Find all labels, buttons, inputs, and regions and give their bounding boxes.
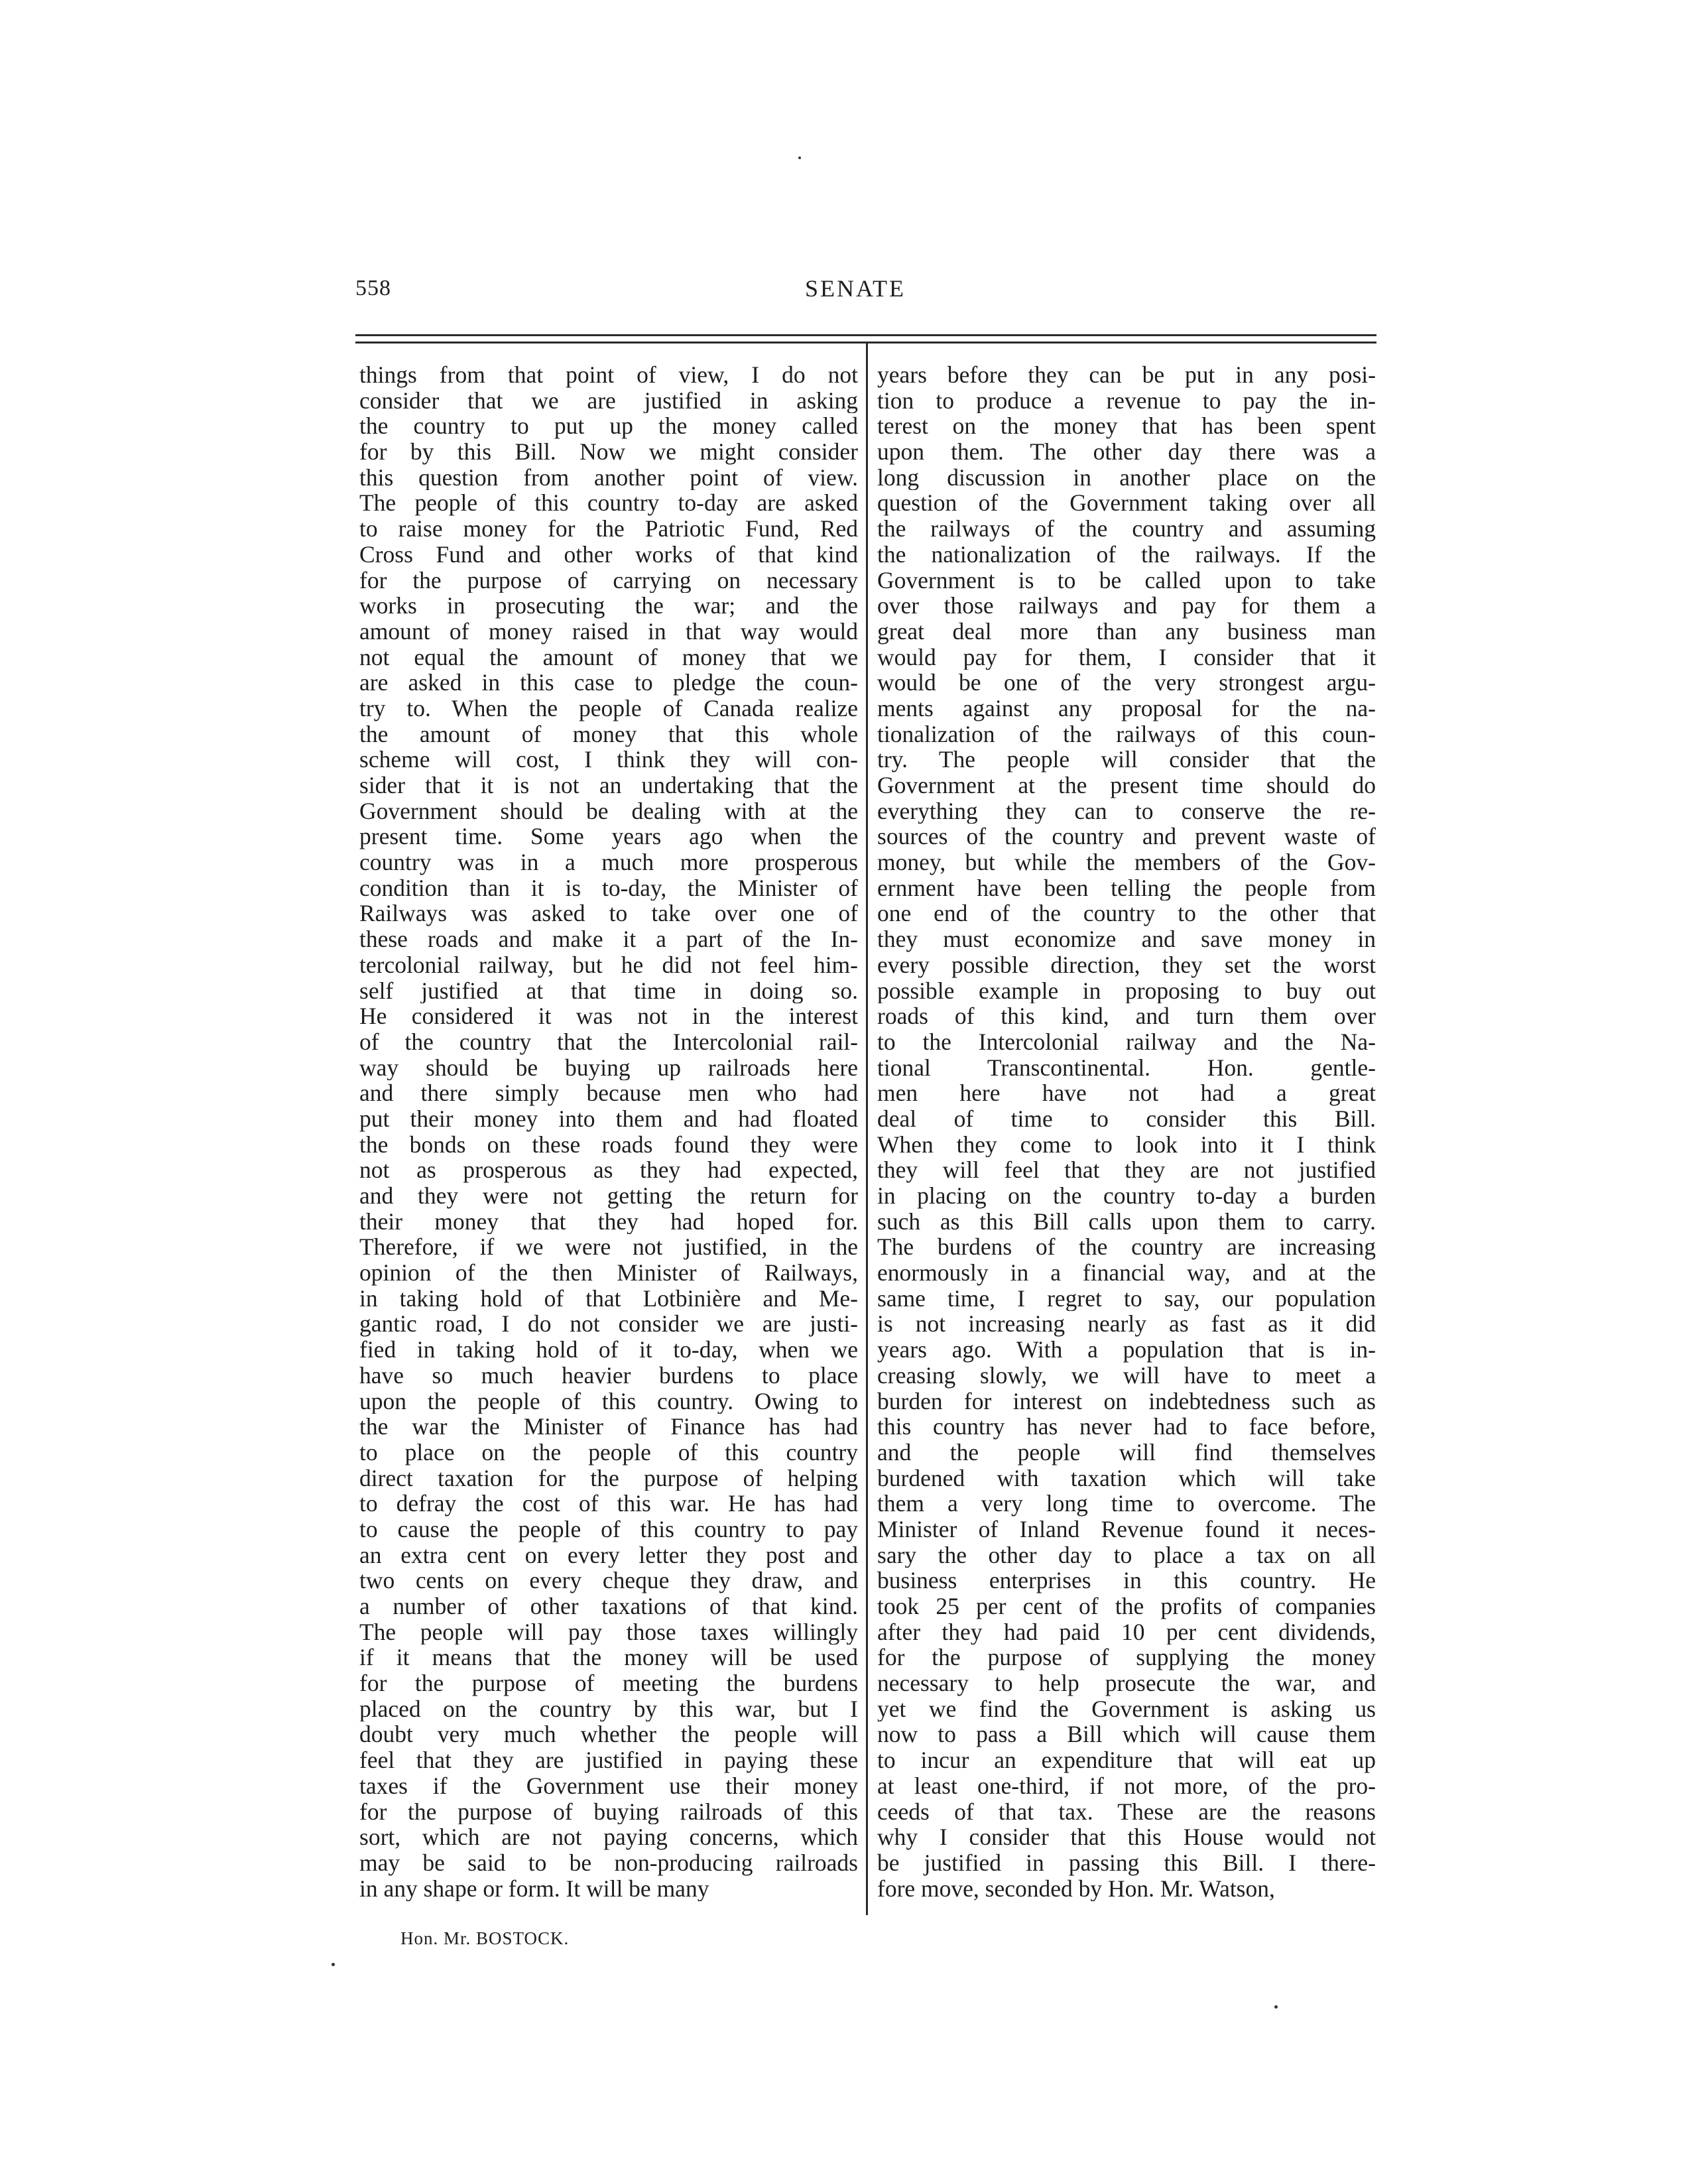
text-line: things from that point of view, I do not [359,362,858,388]
text-line: scheme will cost, I think they will con- [359,747,858,773]
text-line: their money that they had hoped for. [359,1208,858,1235]
text-line: sort, which are not paying concerns, which [359,1824,858,1850]
text-line: would be one of the very strongest argu- [877,670,1376,696]
text-line: would pay for them, I consider that it [877,644,1376,670]
text-line: for by this Bill. Now we might consider [359,439,858,465]
text-line: self justified at that time in doing so. [359,977,858,1004]
text-line: When they come to look into it I think [877,1131,1376,1158]
scan-speck [1274,2005,1278,2009]
text-line: money, but while the members of the Gov- [877,849,1376,875]
text-line: Minister of Inland Revenue found it neces- [877,1516,1376,1542]
text-line: feel that they are justified in paying these [359,1747,858,1773]
text-line: to cause the people of this country to pay [359,1516,858,1542]
speaker-footer: Hon. Mr. BOSTOCK. [400,1928,570,1948]
text-line: The people will pay those taxes willingly [359,1619,858,1645]
text-line: Government at the present time should do [877,773,1376,798]
text-line: works in prosecuting the war; and the [359,593,858,619]
text-line: years ago. With a population that is in- [877,1337,1376,1363]
text-line: the railways of the country and assuming [877,516,1376,542]
text-line: business enterprises in this country. He [877,1568,1376,1593]
text-line: fied in taking hold of it to-day, when we [359,1337,858,1363]
text-line: why I consider that this House would not [877,1824,1376,1850]
text-line: deal of time to consider this Bill. [877,1105,1376,1132]
text-line: the amount of money that this whole [359,721,858,747]
text-line: to the Intercolonial railway and the Na- [877,1029,1376,1055]
text-line: not as prosperous as they had expected, [359,1157,858,1183]
text-line: roads of this kind, and turn them over [877,1003,1376,1029]
text-line: and there simply because men who had [359,1080,858,1106]
text-line: Government is to be called upon to take [877,567,1376,593]
text-line: tercolonial railway, but he did not feel him- [359,952,858,978]
text-line: this country has never had to face before, [877,1414,1376,1440]
text-line: be justified in passing this Bill. I there- [877,1849,1376,1876]
text-line: sider that it is not an undertaking that the [359,773,858,798]
text-line: tional Transcontinental. Hon. gentle- [877,1054,1376,1081]
text-line: may be said to be non-producing railroads [359,1849,858,1876]
text-line: is not increasing nearly as fast as it did [877,1311,1376,1338]
text-line: upon the people of this country. Owing to [359,1388,858,1414]
text-line: fore move, seconded by Hon. Mr. Watson, [877,1875,1275,1902]
text-line: for the purpose of supplying the money [877,1645,1376,1671]
text-line: if it means that the money will be used [359,1645,858,1671]
text-line: the nationalization of the railways. If the [877,541,1376,568]
text-line: over those railways and pay for them a [877,593,1376,619]
text-line: they must economize and save money in [877,926,1376,952]
text-line: try. The people will consider that the [877,747,1376,773]
text-line: in placing on the country to-day a burden [877,1183,1376,1209]
text-line: burden for interest on indebtedness such as [877,1388,1376,1414]
text-line: burdened with taxation which will take [877,1465,1376,1491]
text-line: The people of this country to-day are asked [359,490,858,517]
text-line: in any shape or form. It will be many [359,1875,709,1902]
page-number: 558 [355,276,391,300]
text-line: in taking hold of that Lotbinière and Me- [359,1285,858,1312]
text-line: put their money into them and had floated [359,1105,858,1132]
text-line: ments against any proposal for the na- [877,695,1376,721]
text-line: Cross Fund and other works of that kind [359,541,858,568]
text-line: great deal more than any business man [877,618,1376,645]
text-line: terest on the money that has been spent [877,413,1376,440]
text-line: two cents on every cheque they draw, and [359,1568,858,1593]
scan-speck [332,1963,335,1966]
text-line: ernment have been telling the people from [877,875,1376,901]
text-line: placed on the country by this war, but I [359,1696,858,1722]
text-line: they will feel that they are not justified [877,1157,1376,1183]
text-line: men here have not had a great [877,1080,1376,1106]
text-line: to defray the cost of this war. He has had [359,1491,858,1517]
text-line: this question from another point of view. [359,464,858,491]
text-line: sources of the country and prevent waste of [877,824,1376,850]
text-line: opinion of the then Minister of Railways, [359,1260,858,1286]
text-line: Therefore, if we were not justified, in the [359,1234,858,1261]
text-line: after they had paid 10 per cent dividends, [877,1619,1376,1645]
text-line: question of the Government taking over all [877,490,1376,517]
text-line: way should be buying up railroads here [359,1054,858,1081]
text-line: took 25 per cent of the profits of companies [877,1593,1376,1619]
text-line: every possible direction, they set the worst [877,952,1376,978]
text-line: upon them. The other day there was a [877,439,1376,465]
header-rule-top [355,334,1376,336]
text-line: a number of other taxations of that kind. [359,1593,858,1619]
text-line: tion to produce a revenue to pay the in- [877,387,1376,414]
text-line: try to. When the people of Canada realize [359,695,858,721]
text-line: The burdens of the country are increasing [877,1234,1376,1261]
text-line: the country to put up the money called [359,413,858,440]
text-line: necessary to help prosecute the war, and [877,1670,1376,1696]
left-text-column [359,362,858,1901]
text-line: amount of money raised in that way would [359,618,858,645]
text-line: long discussion in another place on the [877,464,1376,491]
text-line: He considered it was not in the interest [359,1003,858,1029]
scan-speck [798,156,801,159]
text-line: Railways was asked to take over one of [359,901,858,927]
text-line: to incur an expenditure that will eat up [877,1747,1376,1773]
text-line: direct taxation for the purpose of helping [359,1465,858,1491]
text-line: gantic road, I do not consider we are justi- [359,1311,858,1338]
text-line: years before they can be put in any posi- [877,362,1376,388]
text-line: country was in a much more prosperous [359,849,858,875]
text-line: the war the Minister of Finance has had [359,1414,858,1440]
text-line: taxes if the Government use their money [359,1773,858,1799]
text-line: condition than it is to-day, the Minister of [359,875,858,901]
text-line: present time. Some years ago when the [359,824,858,850]
text-line: enormously in a financial way, and at the [877,1260,1376,1286]
text-line: consider that we are justified in asking [359,387,858,414]
text-line: ceeds of that tax. These are the reasons [877,1798,1376,1825]
text-line: Government should be dealing with at the [359,798,858,824]
text-line: of the country that the Intercolonial rail- [359,1029,858,1055]
text-line: the bonds on these roads found they were [359,1131,858,1158]
text-line: for the purpose of carrying on necessary [359,567,858,593]
text-line: one end of the country to the other that [877,901,1376,927]
text-line: same time, I regret to say, our population [877,1285,1376,1312]
text-line: possible example in proposing to buy out [877,977,1376,1004]
text-line: creasing slowly, we will have to meet a [877,1362,1376,1389]
text-line: yet we find the Government is asking us [877,1696,1376,1722]
text-line: not equal the amount of money that we [359,644,858,670]
text-line: for the purpose of buying railroads of this [359,1798,858,1825]
text-line: to raise money for the Patriotic Fund, Red [359,516,858,542]
text-line: an extra cent on every letter they post and [359,1542,858,1568]
right-text-column [877,362,1376,1901]
text-line: and the people will find themselves [877,1439,1376,1466]
text-line: doubt very much whether the people will [359,1721,858,1748]
text-line: these roads and make it a part of the In- [359,926,858,952]
text-line: at least one-third, if not more, of the pro- [877,1773,1376,1799]
text-line: sary the other day to place a tax on all [877,1542,1376,1568]
running-head: SENATE [805,275,906,302]
text-line: have so much heavier burdens to place [359,1362,858,1389]
text-line: and they were not getting the return for [359,1183,858,1209]
text-line: them a very long time to overcome. The [877,1491,1376,1517]
text-line: tionalization of the railways of this coun- [877,721,1376,747]
text-line: everything they can to conserve the re- [877,798,1376,824]
text-line: for the purpose of meeting the burdens [359,1670,858,1696]
text-line: now to pass a Bill which will cause them [877,1721,1376,1748]
text-line: to place on the people of this country [359,1439,858,1466]
text-line: are asked in this case to pledge the coun- [359,670,858,696]
column-divider [866,342,868,1915]
text-line: such as this Bill calls upon them to carry. [877,1208,1376,1235]
